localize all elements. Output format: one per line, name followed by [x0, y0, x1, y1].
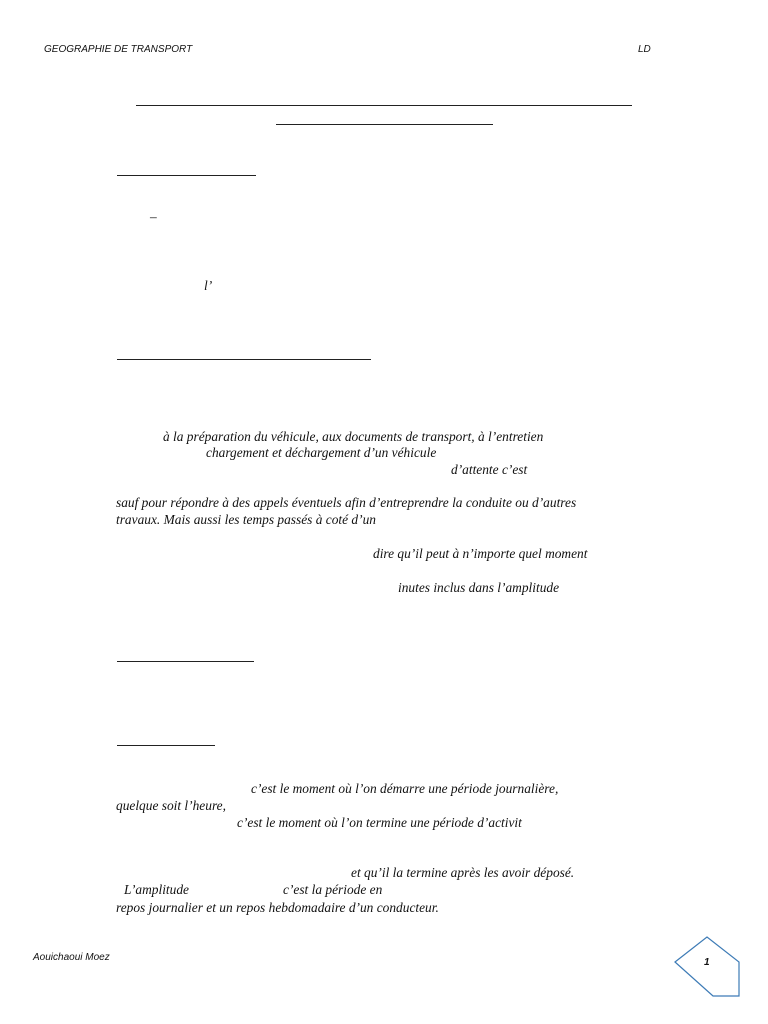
- section-4-heading-underline: [117, 745, 215, 746]
- header-title: GEOGRAPHIE DE TRANSPORT: [44, 44, 193, 55]
- paragraph-line: quelque soit l’heure,: [116, 798, 226, 813]
- paragraph-line: à la préparation du véhicule, aux documents de transport, à l’entretien: [163, 429, 544, 444]
- footer-author: Aouichaoui Moez: [33, 952, 110, 963]
- paragraph-line: c’est le moment où l’on démarre une période journalière,: [251, 781, 559, 796]
- dash-fragment: –: [150, 209, 157, 224]
- paragraph-line: travaux. Mais aussi les temps passés à coté d’un: [116, 512, 376, 527]
- title-underline: [136, 105, 632, 106]
- page-number: 1: [704, 957, 710, 968]
- paragraph-line: L’amplitude: [124, 882, 189, 897]
- paragraph-line: inutes inclus dans l’amplitude: [398, 580, 560, 595]
- paragraph-line: sauf pour répondre à des appels éventuels afin d’entreprendre la conduite ou d’autres: [116, 495, 577, 510]
- paragraph-line: dire qu’il peut à n’importe quel moment: [373, 546, 588, 561]
- fragment-l: l’: [204, 278, 213, 293]
- paragraph-line: et qu’il la termine après les avoir déposé.: [351, 865, 575, 880]
- paragraph-line: c’est le moment où l’on termine une période d’activit: [237, 815, 522, 830]
- paragraph-line: d’attente c’est: [451, 462, 528, 477]
- section-2-heading-underline: [117, 359, 371, 360]
- section-1-heading-underline: [117, 175, 256, 176]
- section-3-heading-underline: [117, 661, 254, 662]
- subtitle-underline: [276, 124, 493, 125]
- header-initials: LD: [638, 44, 651, 55]
- paragraph-line: chargement et déchargement d’un véhicule: [206, 445, 437, 460]
- paragraph-line: c’est la période en: [283, 882, 383, 897]
- paragraph-line: repos journalier et un repos hebdomadaire d’un conducteur.: [116, 900, 439, 915]
